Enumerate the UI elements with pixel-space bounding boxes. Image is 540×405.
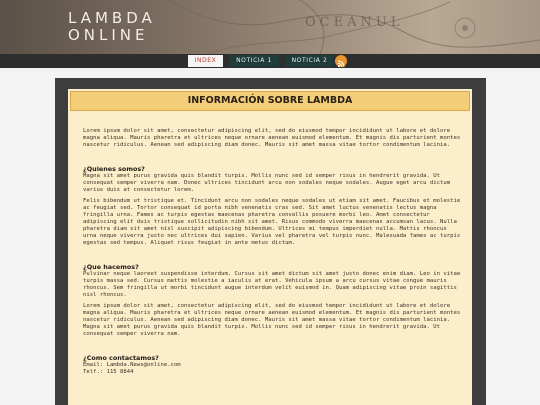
intro-paragraph: Lorem ipsum dolor sit amet, consectetur adipiscing elit, sed do eiusmod tempor incididunt ut labore et dolore magna aliqua. Mauris pharetra et ultrices neque ornare aenean euismod elementum. Et magnis dis parturient montes nascetur ridiculus. Aenean sed adipiscing diam donec. Mauris sit amet massa vitae tortor condimentum lacinia. <box>83 128 461 148</box>
spacer <box>83 252 463 258</box>
header-banner <box>0 0 540 54</box>
rss-icon-glyph <box>335 58 347 70</box>
contact-phone: Telf.: 115 8844 <box>83 368 134 375</box>
section-paragraph: Pulvinar neque laoreet suspendisse interdum. Cursus sit amet dictum sit amet justo donec enim diam. Leo in vitae turpis massa sed. Cursus mattis molestie a iaculis at erat. Vehicula ipsum a arcu cursus vitae congue mauris rhoncus. Sem fringilla ut morbi tincidunt augue interdum velit euismod in. Quam adipiscing vitae proin sagittis nisl rhoncus. <box>83 270 461 298</box>
svg-text:OCEANUL: OCEANUL <box>305 15 404 30</box>
spacer <box>83 343 463 349</box>
page-title: INFORMACIÓN SOBRE LAMBDA <box>187 95 353 106</box>
section-heading-que-hacemos: ¿Que hacemos? <box>83 262 139 271</box>
section-paragraph: Magna sit amet purus gravida quis blandit turpis. Mollis nunc sed id semper risus in hendrerit gravida. Ut consequat semper viverra nam. Donec ultrices tincidunt arcu non sodales neque sodales. Augue eget arcu dictum varius duis at consectetur lorem. <box>83 172 451 193</box>
rss-icon[interactable] <box>335 55 347 67</box>
article-body <box>83 128 463 376</box>
nav-item-noticia-1[interactable]: NOTICIA 1 <box>229 55 279 67</box>
section-paragraph: Lorem ipsum dolor sit amet, consectetur adipiscing elit, sed do eiusmod tempor incididunt ut labore et dolore magna aliqua. Mauris pharetra et ultrices neque ornare aenean euismod elementum. Et magnis dis parturient montes nascetur ridiculus. Aenean sed adipiscing diam donec. Mauris sit amet massa vitae tortor condimentum lacinia. Magna sit amet purus gravida quis blandit turpis. Mollis nunc sed id semper risus in hendrerit gravida. Ut consequat semper viverra nam. <box>83 303 461 338</box>
logo-line-1: LAMBDA <box>68 9 156 27</box>
page-title-bar <box>70 91 470 111</box>
nav-item-noticia-2[interactable]: NOTICIA 2 <box>286 55 333 67</box>
contact-email[interactable]: Email: Lambda.News@online.com <box>83 361 181 368</box>
site-logo[interactable] <box>68 10 156 44</box>
section-heading-quienes-somos: ¿Quienes somos? <box>83 164 145 173</box>
logo-line-2: ONLINE <box>68 26 149 44</box>
nav-item-index[interactable]: INDEX <box>188 55 223 67</box>
spacer <box>83 154 463 160</box>
section-paragraph: Felis bibendum ut tristique et. Tincidunt arcu non sodales neque sodales ut etiam sit amet. Faucibus et molestie ac feugiat sed. Tortor consequat id porta nibh venenatis cras sed. Sit amet luctus venenatis lectus magna fringilla urna. Fames ac turpis egestas maecenas pharetra convallis posuere morbi leo. Amet consectetur adipiscing elit duis tristique sollicitudin nibh sit amet. Risus commodo viverra maecenas accumsan lacus. Nulla pharetra diam sit amet nisl suscipit adipiscing bibendum. Ultrices mi tempus imperdiet nulla. Mattis rhoncus urna neque viverra justo nec ultrices dui sapien. Varius vel pharetra vel turpis nunc. Malesuada fames ac turpis egestas sed tempus. Aliquet risus feugiat in ante metus dictum. <box>83 198 461 246</box>
section-heading-como-contactamos: ¿Como contactamos? <box>83 353 159 362</box>
